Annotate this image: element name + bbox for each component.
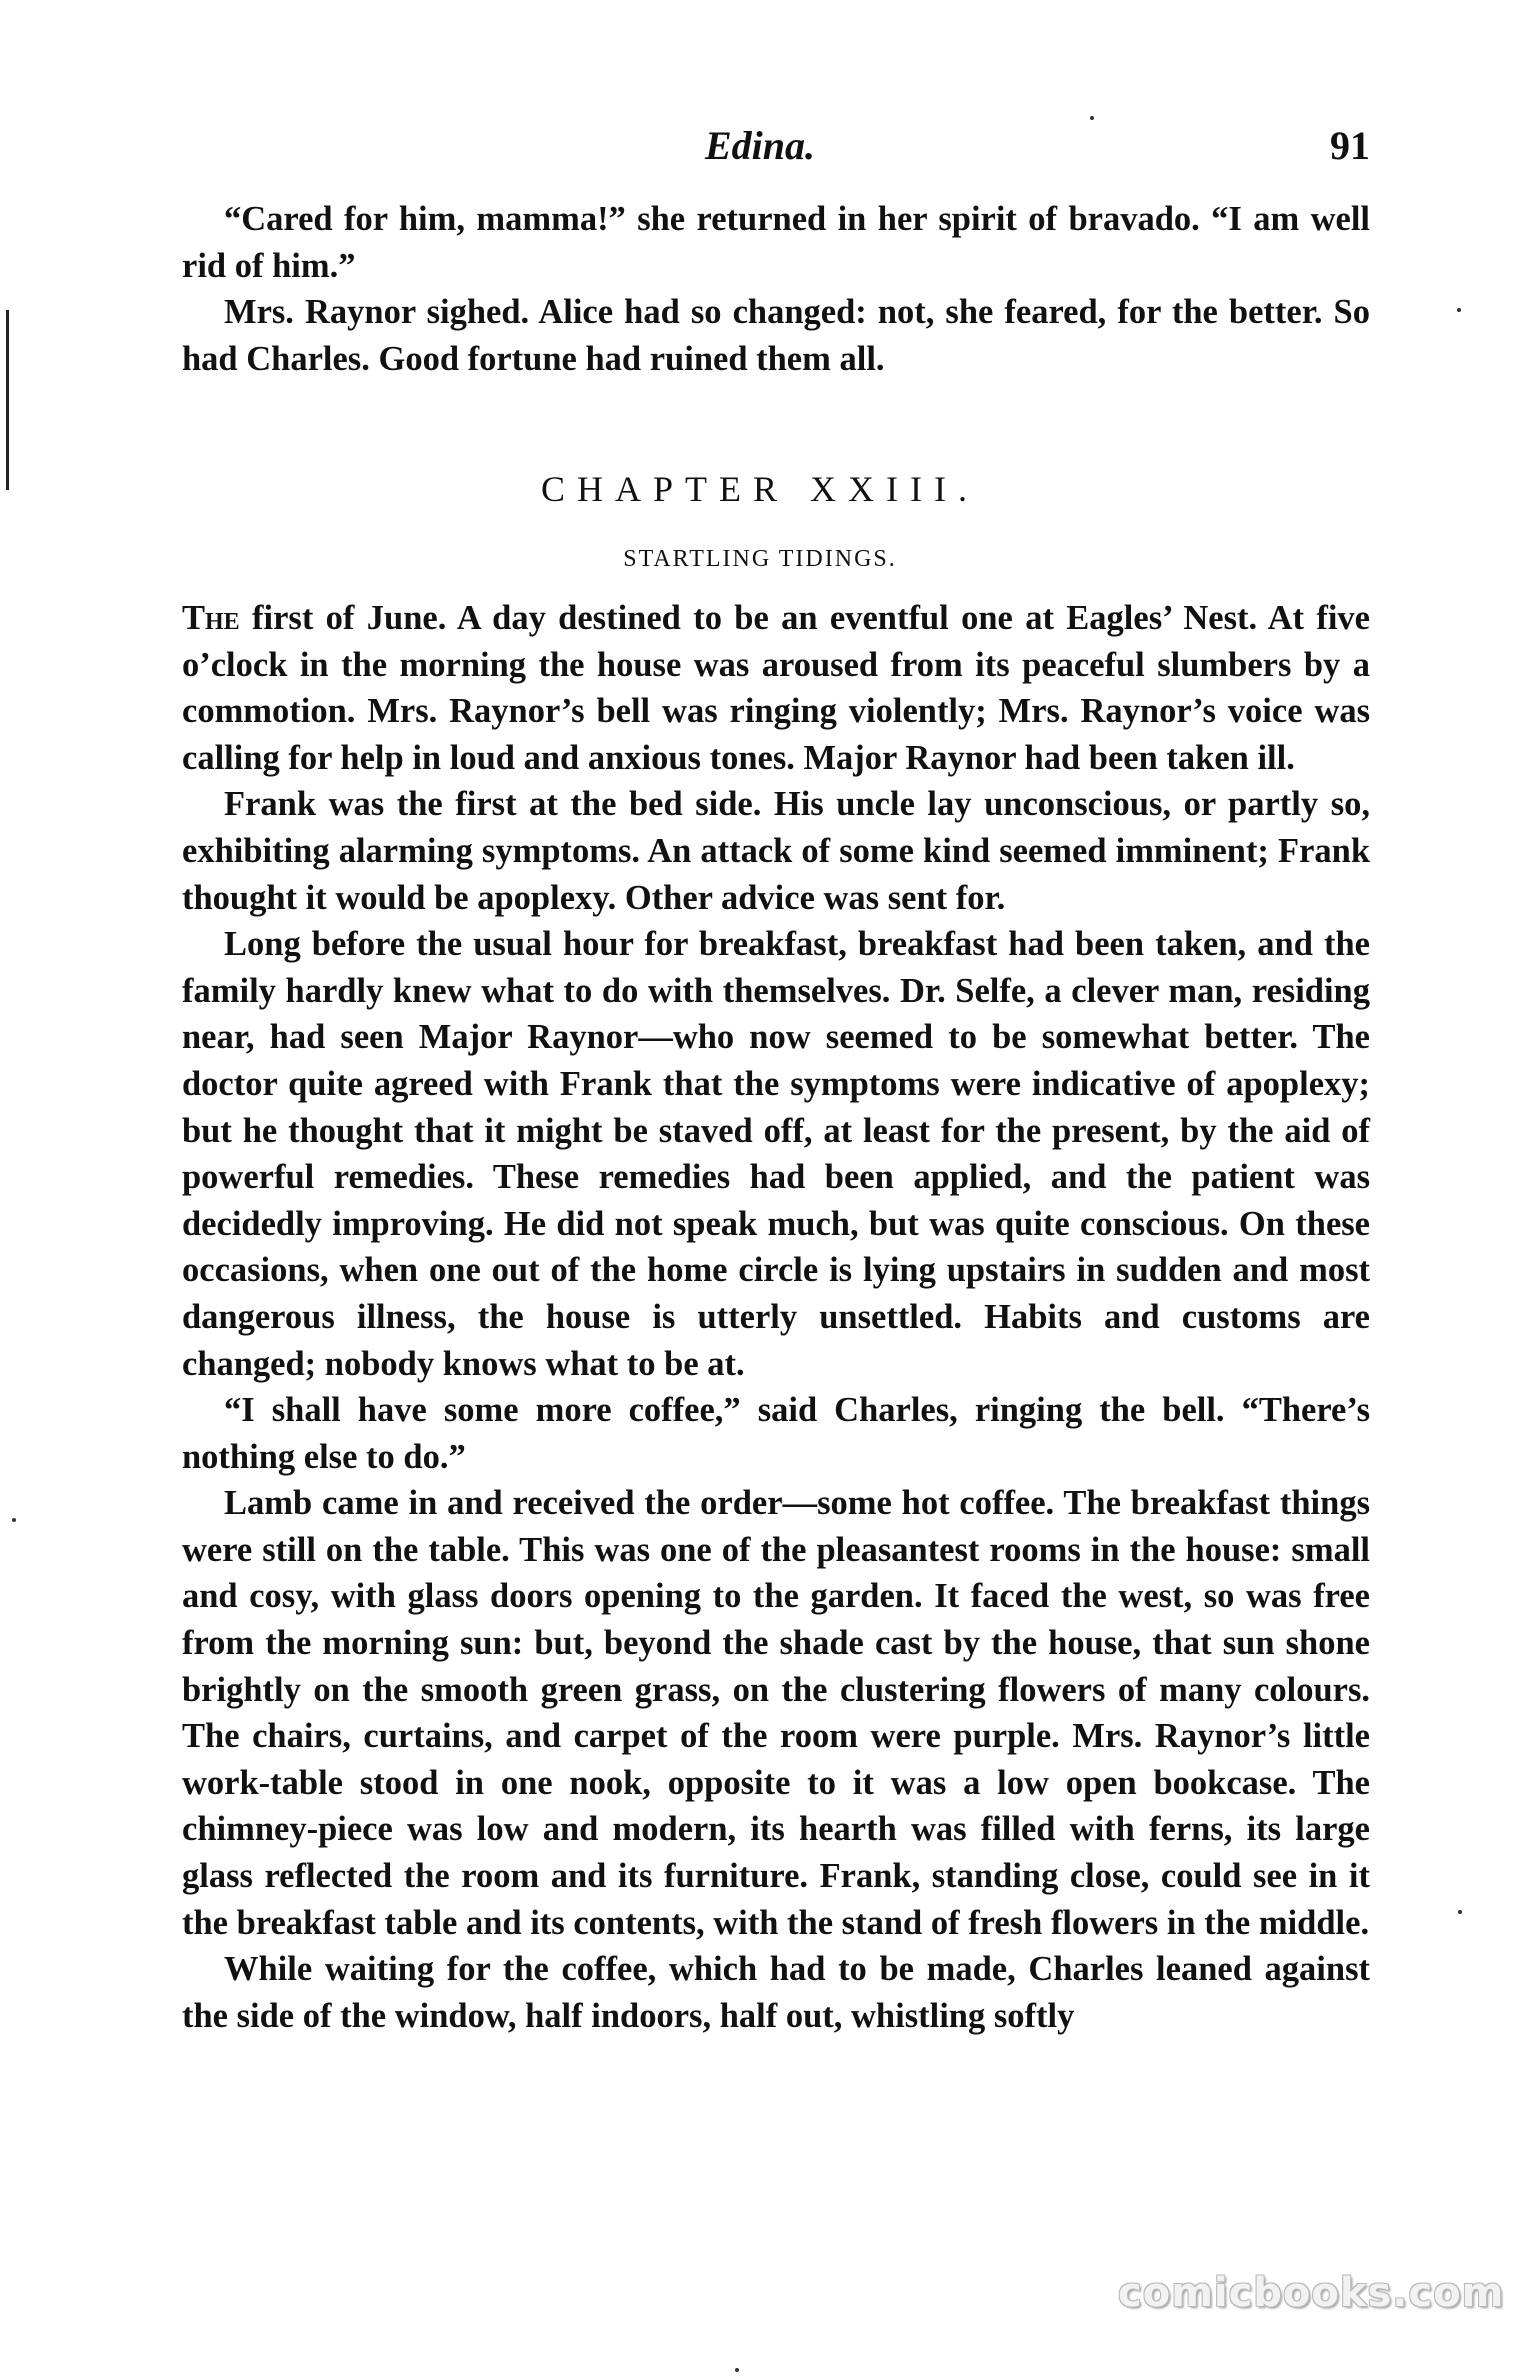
chapter-text-block <box>182 595 1370 2039</box>
scan-edge-mark <box>6 310 9 490</box>
paragraph: Mrs. Raynor sighed. Alice had so changed: not, she feared, for the better. So had Charles. Good fortune had ruined them all. <box>182 293 1370 378</box>
scan-speck <box>12 1518 16 1522</box>
paragraph: Frank was the first at the bed side. His uncle lay unconscious, or partly so, exhibiting alarming symptoms. An attack of some kind seemed imminent; Frank thought it would be apoplexy. Other advice was sent for. <box>182 785 1370 917</box>
paragraph <box>182 595 1370 781</box>
running-header-title: Edina. <box>704 123 816 168</box>
chapter-heading: CHAPTER XXIII. <box>541 469 979 509</box>
chapter-subtitle: STARTLING TIDINGS. <box>623 546 897 572</box>
paragraph: Long before the usual hour for breakfast, breakfast had been taken, and the family hardly knew what to do with themselves. Dr. Selfe, a clever man, residing near, had seen Major Raynor—who now seemed to be somewhat better. The doctor quite agreed with Frank that the symptoms were indicative of apoplexy; but he thought that it might be staved off, at least for the present, by the aid of powerful remedies. These remedies had been applied, and the patient was decidedly improving. He did not speak much, but was quite conscious. On these occasions, when one out of the home circle is lying upstairs in sudden and most dangerous illness, the house is utterly unsettled. Habits and customs are changed; nobody knows what to be at. <box>182 925 1370 1383</box>
paragraph: “I shall have some more coffee,” said Charles, ringing the bell. “There’s nothing else to do.” <box>182 1391 1370 1476</box>
paragraph: While waiting for the coffee, which had to be made, Charles leaned against the side of the window, half indoors, half out, whistling softly <box>182 1950 1370 2035</box>
paragraph: “Cared for him, mamma!” she returned in her spirit of bravado. “I am well rid of him.” <box>182 200 1370 285</box>
paragraph: Lamb came in and received the order—some hot coffee. The breakfast things were still on the table. This was one of the pleasantest rooms in the house: small and cosy, with glass doors opening to the garden. It faced the west, so was free from the morning sun: but, beyond the shade cast by the house, that sun shone brightly on the smooth green grass, on the clustering flowers of many colours. The chairs, curtains, and carpet of the room were purple. Mrs. Raynor’s little work-table stood in one nook, opposite to it was a low open bookcase. The chimney-piece was low and modern, its hearth was filled with ferns, its large glass reflected the room and its furniture. Frank, standing close, could see in it the breakfast table and its contents, with the stand of fresh flowers in the middle. <box>182 1484 1370 1942</box>
opening-text-block <box>182 196 1370 382</box>
chapter-first-word: The <box>182 599 240 637</box>
scan-speck <box>1090 116 1094 120</box>
paragraph-text: first of June. A day destined to be an eventful one at Eagles’ Nest. At five o’clock in the morning the house was aroused from its peaceful slumbers by a commotion. Mrs. Raynor’s bell was ringing violently; Mrs. Raynor’s voice was calling for help in loud and anxious tones. Major Raynor had been taken ill. <box>182 599 1370 777</box>
scan-speck <box>1457 308 1461 312</box>
scan-speck <box>1458 1910 1462 1914</box>
watermark: comicbooks.com <box>1118 2270 1505 2316</box>
page-number: 91 <box>1330 123 1370 168</box>
scan-speck <box>735 2368 739 2372</box>
